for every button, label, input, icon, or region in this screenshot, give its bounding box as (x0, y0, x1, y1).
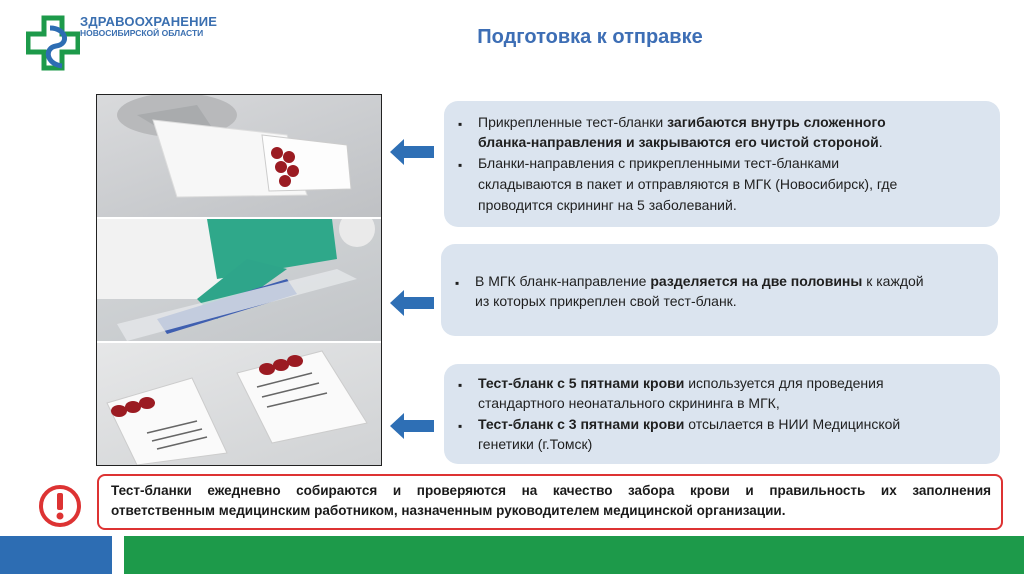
arrow-left-icon (390, 290, 434, 316)
box-line: генетики (г.Томск) (478, 436, 593, 452)
notice-line: ответственным медицинским работником, назначенным руководителем медицинской организации. (111, 503, 786, 518)
box-line: проводится скрининг на 5 заболеваний. (478, 197, 737, 213)
arrow-left-icon (390, 413, 434, 439)
logo-cross-icon (26, 14, 80, 84)
bullet-marker: ▪ (455, 276, 460, 290)
footer-green-bar (124, 536, 1024, 574)
photo-packing (97, 219, 381, 343)
box-line: В МГК бланк-направление разделяется на две половины к каждой (475, 273, 924, 289)
photo-test-blanks (97, 343, 381, 465)
page-title: Подготовка к отправке (477, 26, 703, 48)
bullet-marker: ▪ (458, 117, 463, 131)
bullet-marker: ▪ (458, 419, 463, 433)
photo-folding-blank (97, 95, 381, 219)
box-line: Тест-бланк с 3 пятнами крови отсылается в НИИ Медицинской (478, 416, 901, 432)
arrow-left-icon (390, 139, 434, 165)
box-line: бланка-направления и закрываются его чистой стороной. (478, 134, 883, 150)
notice-line: Тест-бланки ежедневно собираются и проверяются на качество забора крови и правильность их заполнения (111, 483, 991, 498)
box-line: Прикрепленные тест-бланки загибаются внутрь сложенного (478, 114, 886, 130)
info-box-splitting (441, 244, 998, 336)
box-line: стандартного неонатального скрининга в МГК, (478, 395, 780, 411)
box-line: Бланки-направления с прикрепленными тест-бланками (478, 155, 840, 171)
bullet-marker: ▪ (458, 378, 463, 392)
logo (26, 14, 218, 86)
footer-blue-bar (0, 536, 112, 574)
box-line: Тест-бланк с 5 пятнами крови используется для проведения (478, 375, 884, 391)
box-line: складываются в пакет и отправляются в МГК (Новосибирск), где (478, 176, 898, 192)
box-line: из которых прикреплен свой тест-бланк. (475, 293, 737, 309)
notice-box (97, 474, 1003, 530)
bullet-marker: ▪ (458, 158, 463, 172)
logo-subtitle: НОВОСИБИРСКОЙ ОБЛАСТИ (80, 28, 204, 38)
photo-column (96, 94, 382, 466)
info-box-destinations (444, 364, 1000, 464)
info-box-folding (444, 101, 1000, 227)
logo-title: ЗДРАВООХРАНЕНИЕ (80, 14, 218, 29)
exclamation-icon (38, 484, 82, 528)
